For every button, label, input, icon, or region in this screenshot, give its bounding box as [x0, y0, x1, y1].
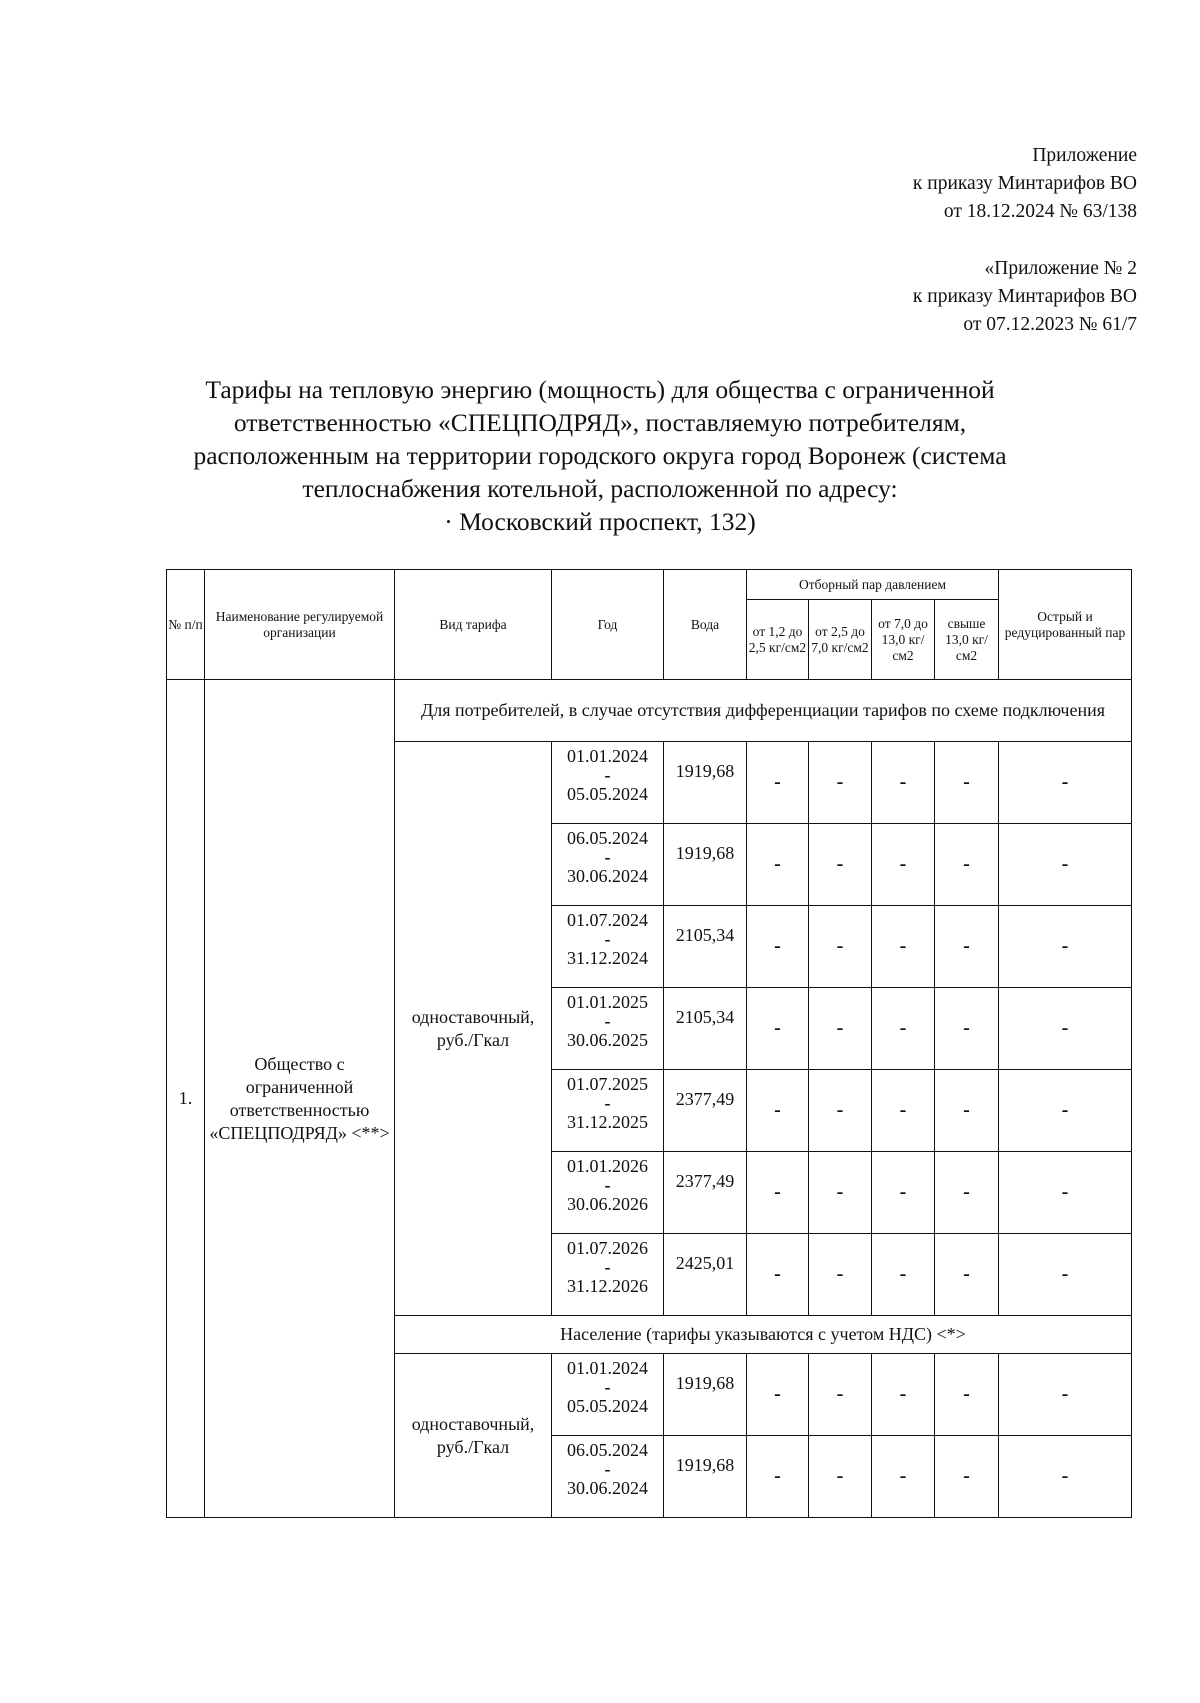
water-tariff: 2105,34: [664, 988, 747, 1070]
period-to: 05.05.2024: [567, 784, 648, 804]
period-separator: -: [604, 1459, 611, 1479]
annex-header: [913, 255, 1137, 339]
steam-tariff: -: [872, 1070, 935, 1152]
tariff-table: [166, 569, 1132, 1518]
title-line: расположенным на территории городского округа город Воронеж (система: [193, 441, 1007, 470]
period-separator: -: [604, 847, 611, 867]
header-tariff-type: Вид тарифа: [395, 570, 552, 680]
period-to: 30.06.2026: [567, 1194, 648, 1214]
period-to: 31.12.2024: [567, 948, 648, 968]
steam-tariff: -: [809, 824, 872, 906]
period-cell: [552, 906, 664, 988]
header-organization: Наименование регулируемой организации: [205, 570, 395, 680]
period-from: 01.07.2024: [567, 910, 648, 930]
period-to: 05.05.2024: [567, 1396, 648, 1416]
steam-tariff: -: [809, 1354, 872, 1436]
steam-tariff: -: [747, 742, 809, 824]
steam-tariff: -: [872, 1234, 935, 1316]
steam-tariff: -: [935, 1070, 999, 1152]
header-steam-col: свыше 13,0 кг/см2: [935, 600, 999, 680]
sharp-steam-tariff: -: [999, 1070, 1132, 1152]
steam-tariff: -: [935, 1436, 999, 1518]
header-steam-col: от 1,2 до 2,5 кг/см2: [747, 600, 809, 680]
period-separator: -: [604, 765, 611, 785]
steam-tariff: -: [809, 1234, 872, 1316]
steam-tariff: -: [872, 1354, 935, 1436]
steam-tariff: -: [747, 1152, 809, 1234]
table-body: [167, 680, 1132, 1518]
annex-line: от 07.12.2023 № 61/7: [963, 314, 1137, 335]
period-separator: -: [604, 1011, 611, 1031]
steam-tariff: -: [935, 1152, 999, 1234]
document-title: [160, 373, 1040, 538]
steam-tariff: -: [872, 906, 935, 988]
header-number: № п/п: [167, 570, 205, 680]
steam-tariff: -: [935, 1354, 999, 1436]
period-cell: [552, 1070, 664, 1152]
header-steam-col: от 7,0 до 13,0 кг/см2: [872, 600, 935, 680]
sharp-steam-tariff: -: [999, 742, 1132, 824]
steam-tariff: -: [872, 1152, 935, 1234]
header-year: Год: [552, 570, 664, 680]
header-steam-group: Отборный пар давлением: [747, 570, 999, 600]
header-sharp-steam: Острый и редуцированный пар: [999, 570, 1132, 680]
water-tariff: 2425,01: [664, 1234, 747, 1316]
water-tariff: 1919,68: [664, 742, 747, 824]
steam-tariff: -: [809, 1070, 872, 1152]
steam-tariff: -: [747, 1070, 809, 1152]
steam-tariff: -: [809, 1436, 872, 1518]
header-steam-col: от 2,5 до 7,0 кг/см2: [809, 600, 872, 680]
annex-line: «Приложение № 2: [984, 258, 1137, 279]
water-tariff: 2377,49: [664, 1070, 747, 1152]
steam-tariff: -: [809, 906, 872, 988]
period-from: 01.01.2024: [567, 1358, 648, 1378]
period-to: 31.12.2026: [567, 1276, 648, 1296]
steam-tariff: -: [872, 824, 935, 906]
period-cell: [552, 742, 664, 824]
steam-tariff: -: [747, 1234, 809, 1316]
period-cell: [552, 1436, 664, 1518]
steam-tariff: -: [809, 742, 872, 824]
row-number: 1.: [167, 680, 205, 1518]
table-header: [167, 570, 1132, 680]
period-separator: -: [604, 1175, 611, 1195]
period-to: 30.06.2025: [567, 1030, 648, 1050]
period-separator: -: [604, 1377, 611, 1397]
steam-tariff: -: [747, 1436, 809, 1518]
period-to: 30.06.2024: [567, 866, 648, 886]
period-from: 06.05.2024: [567, 1440, 648, 1460]
steam-tariff: -: [872, 988, 935, 1070]
title-line: Тарифы на тепловую энергию (мощность) для общества с ограниченной: [205, 375, 995, 404]
steam-tariff: -: [935, 1234, 999, 1316]
period-from: 01.01.2024: [567, 746, 648, 766]
period-from: 01.01.2025: [567, 992, 648, 1012]
organization-name: Общество с ограниченной ответственностью «СПЕЦПОДРЯД» <**>: [205, 680, 395, 1518]
title-line: теплоснабжения котельной, расположенной по адресу:: [302, 474, 898, 503]
period-separator: -: [604, 1093, 611, 1113]
steam-tariff: -: [747, 988, 809, 1070]
period-cell: [552, 1354, 664, 1436]
steam-tariff: -: [809, 988, 872, 1070]
period-separator: -: [604, 1257, 611, 1277]
sharp-steam-tariff: -: [999, 906, 1132, 988]
section-row: [167, 680, 1132, 742]
appendix-header: [913, 142, 1137, 226]
sharp-steam-tariff: -: [999, 1436, 1132, 1518]
period-cell: [552, 824, 664, 906]
water-tariff: 2105,34: [664, 906, 747, 988]
steam-tariff: -: [809, 1152, 872, 1234]
period-cell: [552, 988, 664, 1070]
period-from: 01.07.2025: [567, 1074, 648, 1094]
section-title: Население (тарифы указываются с учетом НДС) <*>: [395, 1316, 1132, 1354]
section-title: Для потребителей, в случае отсутствия дифференциации тарифов по схеме подключения: [395, 680, 1132, 742]
tariff-type: одноставочный, руб./Гкал: [395, 742, 552, 1316]
period-from: 01.01.2026: [567, 1156, 648, 1176]
water-tariff: 1919,68: [664, 1436, 747, 1518]
steam-tariff: -: [872, 1436, 935, 1518]
water-tariff: 1919,68: [664, 1354, 747, 1436]
period-separator: -: [604, 929, 611, 949]
water-tariff: 1919,68: [664, 824, 747, 906]
steam-tariff: -: [935, 906, 999, 988]
steam-tariff: -: [935, 824, 999, 906]
period-to: 31.12.2025: [567, 1112, 648, 1132]
period-to: 30.06.2024: [567, 1478, 648, 1498]
appendix-line: к приказу Минтарифов ВО: [912, 173, 1137, 194]
sharp-steam-tariff: -: [999, 824, 1132, 906]
period-from: 01.07.2026: [567, 1238, 648, 1258]
sharp-steam-tariff: -: [999, 1354, 1132, 1436]
title-line: · Московский проспект, 132): [444, 507, 756, 536]
steam-tariff: -: [747, 1354, 809, 1436]
sharp-steam-tariff: -: [999, 1234, 1132, 1316]
steam-tariff: -: [872, 742, 935, 824]
period-from: 06.05.2024: [567, 828, 648, 848]
period-cell: [552, 1234, 664, 1316]
sharp-steam-tariff: -: [999, 988, 1132, 1070]
sharp-steam-tariff: -: [999, 1152, 1132, 1234]
annex-line: к приказу Минтарифов ВО: [912, 286, 1137, 307]
steam-tariff: -: [747, 824, 809, 906]
water-tariff: 2377,49: [664, 1152, 747, 1234]
steam-tariff: -: [935, 742, 999, 824]
steam-tariff: -: [747, 906, 809, 988]
steam-tariff: -: [935, 988, 999, 1070]
appendix-line: от 18.12.2024 № 63/138: [943, 201, 1137, 222]
tariff-type: одноставочный, руб./Гкал: [395, 1354, 552, 1518]
header-water: Вода: [664, 570, 747, 680]
period-cell: [552, 1152, 664, 1234]
appendix-line: Приложение: [1032, 145, 1137, 166]
title-line: ответственностью «СПЕЦПОДРЯД», поставляемую потребителям,: [233, 408, 967, 437]
